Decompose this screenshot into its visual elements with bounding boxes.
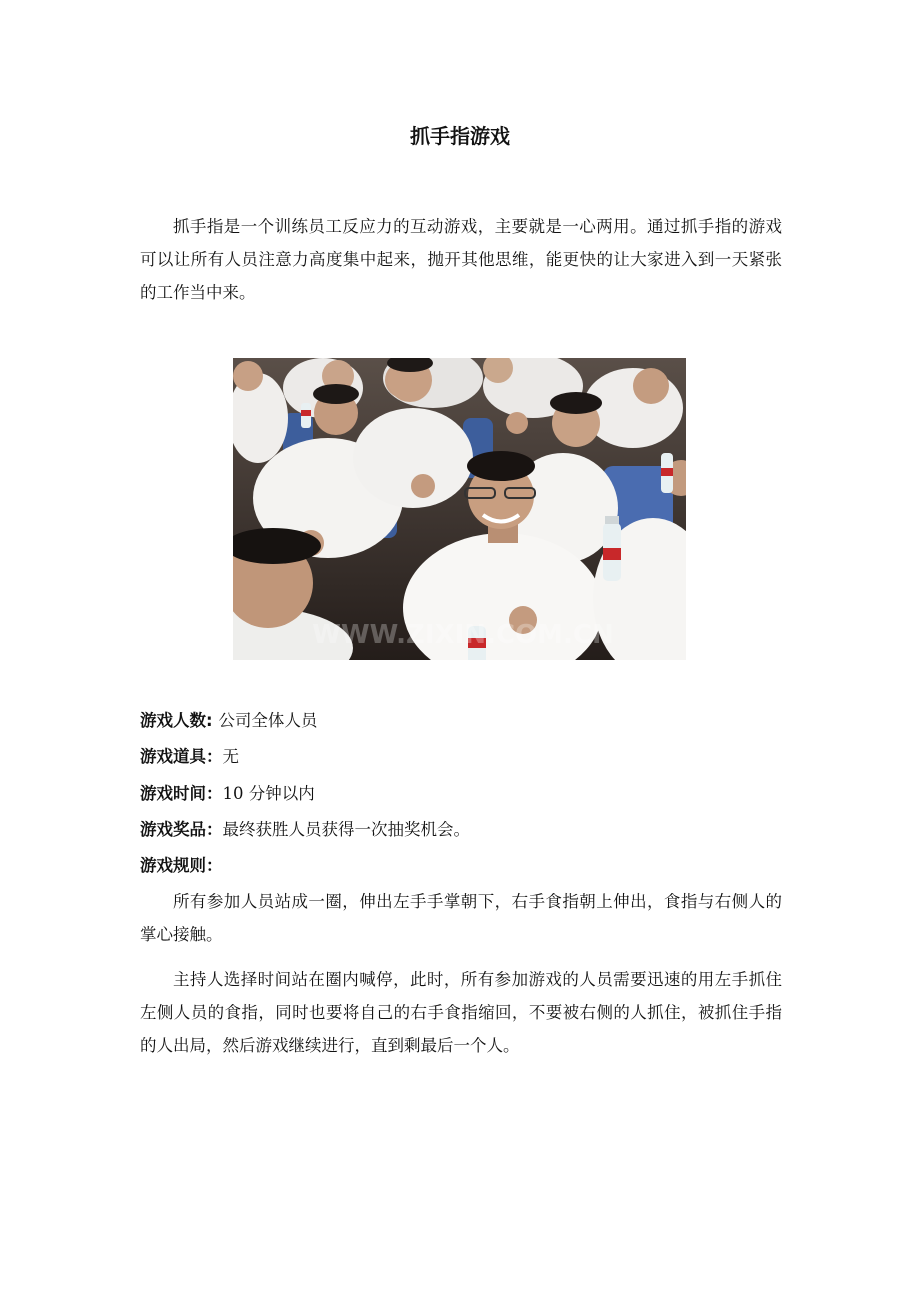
prize-separator: ： — [206, 820, 223, 839]
time-label: 游戏时间 — [140, 784, 206, 803]
people-separator: : — [206, 711, 219, 730]
info-rules-heading — [140, 851, 782, 881]
rules-label: 游戏规则 — [140, 856, 206, 875]
info-props — [140, 742, 782, 772]
info-people — [140, 706, 782, 736]
people-value: 公司全体人员 — [218, 711, 318, 730]
rules-separator: ： — [206, 856, 223, 875]
photo-illustration — [233, 358, 686, 660]
time-separator: ： — [206, 784, 223, 803]
prize-label: 游戏奖品 — [140, 820, 206, 839]
rule-paragraph: 所有参加人员站成一圈，伸出左手手掌朝下，右手食指朝上伸出，食指与右侧人的掌心接触。 — [140, 892, 782, 944]
game-photo — [233, 358, 686, 660]
prize-value: 最终获胜人员获得一次抽奖机会。 — [222, 820, 470, 839]
time-value: 10 分钟以内 — [222, 784, 315, 803]
rule-paragraph: 主持人选择时间站在圈内喊停，此时，所有参加游戏的人员需要迅速的用左手抓住左侧人员的食指，同时也要将自己的右手食指缩回，不要被右侧的人抓住，被抓住手指的人出局，然后游戏继续进行，直到剩最后一个人。 — [140, 970, 782, 1055]
props-label: 游戏道具 — [140, 747, 206, 766]
document-title: 抓手指游戏 — [410, 124, 510, 148]
props-separator: ： — [206, 747, 223, 766]
info-time — [140, 779, 782, 809]
info-prize — [140, 815, 782, 845]
people-label: 游戏人数 — [140, 711, 206, 730]
photo-watermark: WWW.ZIXIN.COM.CN — [312, 620, 614, 650]
intro-paragraph: 抓手指是一个训练员工反应力的互动游戏，主要就是一心两用。通过抓手指的游戏可以让所有人员注意力高度集中起来，抛开其他思维，能更快的让大家进入到一天紧张的工作当中来。 — [140, 217, 782, 302]
props-value: 无 — [222, 747, 239, 766]
